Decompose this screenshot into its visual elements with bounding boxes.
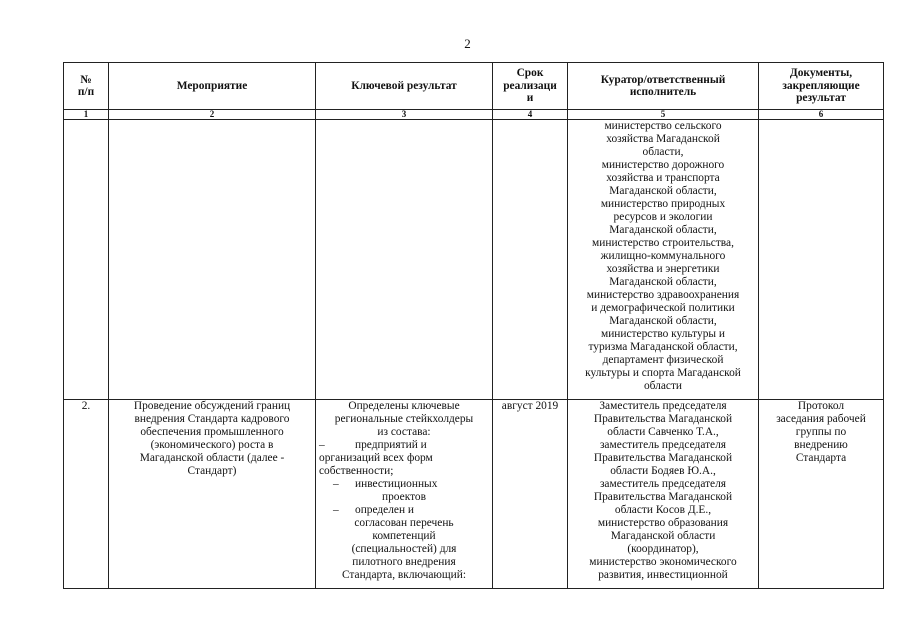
text-line: (координатор), (627, 543, 699, 555)
text-line: Магаданской области, (609, 276, 717, 288)
cell-curator (568, 400, 759, 589)
text-line: (экономического) роста в (150, 439, 274, 451)
list-item: – инвестиционных (333, 478, 438, 490)
text-line: Заместитель председателя (599, 400, 727, 412)
column-number-row (64, 110, 884, 120)
text-line: министерство дорожного (601, 159, 725, 171)
text-line: области Косов Д.Е., (614, 504, 712, 516)
cell-term (493, 120, 568, 400)
text-line: Магаданской области (610, 530, 716, 542)
header-curator: Куратор/ответственный исполнитель (568, 63, 759, 110)
text-line: Проведение обсуждений границ (133, 400, 291, 412)
column-number: 4 (493, 110, 568, 120)
header-term: Срок реализаци и (493, 63, 568, 110)
header-event: Мероприятие (109, 63, 316, 110)
text-line: развития, инвестиционной (598, 569, 728, 581)
table-row-continuation (64, 120, 884, 400)
text-line: министерство здравоохранения (586, 289, 740, 301)
text-line: группы по (795, 426, 847, 438)
text-line: министерство строительства, (592, 237, 734, 249)
text-line: внедрению (794, 439, 848, 451)
events-table (63, 62, 884, 589)
cell-term: август 2019 (493, 400, 568, 589)
text-line: заместитель председателя (599, 439, 727, 451)
text-line: Стандарта (795, 452, 847, 464)
text-line: жилищно-коммунального (600, 250, 726, 262)
text-line: области, (642, 146, 684, 158)
text-line: заместитель председателя (599, 478, 727, 490)
column-number: 6 (759, 110, 884, 120)
text-line: Магаданской области, (609, 315, 717, 327)
cell-documents (759, 400, 884, 589)
column-number: 3 (316, 110, 493, 120)
text-line: Стандарт) (187, 465, 237, 477)
cell-number: 2. (64, 400, 109, 589)
text-line: министерство природных (600, 198, 726, 210)
cell-number (64, 120, 109, 400)
header-key-result: Ключевой результат (316, 63, 493, 110)
text-line: обеспечения промышленного (140, 426, 284, 438)
text-line: хозяйства Магаданской (606, 133, 720, 145)
column-number: 5 (568, 110, 759, 120)
text-line: заседания рабочей (776, 413, 866, 425)
text-line: Правительства Магаданской (593, 452, 733, 464)
text-line: министерство экономического (589, 556, 737, 568)
list-item: – предприятий и (319, 439, 427, 451)
text-line: министерство культуры и (601, 328, 725, 340)
text-line: туризма Магаданской области, (588, 341, 738, 353)
header-documents: Документы, закрепляющие результат (759, 63, 884, 110)
text-line: министерство образования (597, 517, 729, 529)
table-row (64, 400, 884, 589)
column-number: 2 (109, 110, 316, 120)
cell-key-result (316, 120, 493, 400)
text-line: Магаданской области, (609, 185, 717, 197)
text-line: области Бодяев Ю.А., (610, 465, 716, 477)
header-row (64, 63, 884, 110)
cell-curator (568, 120, 759, 400)
text-line: хозяйства и энергетики (606, 263, 720, 275)
text-line: и демографической политики (591, 302, 735, 314)
text-line: департамент физической (602, 354, 724, 366)
text-line: Магаданской области, (609, 224, 717, 236)
cell-event (109, 400, 316, 589)
text-line: Правительства Магаданской (593, 491, 733, 503)
header-number: № п/п (64, 63, 109, 110)
cell-documents (759, 120, 884, 400)
text-line: области (643, 380, 683, 392)
column-number: 1 (64, 110, 109, 120)
text-line: культуры и спорта Магаданской (585, 367, 741, 379)
text-line: Протокол (797, 400, 845, 412)
text-line: области Савченко Т.А., (607, 426, 719, 438)
text-line: внедрения Стандарта кадрового (134, 413, 290, 425)
text-line: хозяйства и транспорта (606, 172, 720, 184)
text-line: Правительства Магаданской (593, 413, 733, 425)
list-item: – определен и (333, 504, 415, 516)
text-line: Магаданской области (далее - (139, 452, 285, 464)
cell-key-result: Определены ключевые региональные стейкхолдеры из состава: – предприятий и организаций всех форм собственности; – инвестиционных проектов – определен и согласован перечень компетенций (специальностей) для пилотного внедрения Стандарта, включающий: (316, 400, 493, 589)
cell-event (109, 120, 316, 400)
text-line: ресурсов и экологии (613, 211, 713, 223)
text-line: министерство сельского (604, 120, 722, 132)
page-number: 2 (464, 36, 471, 51)
